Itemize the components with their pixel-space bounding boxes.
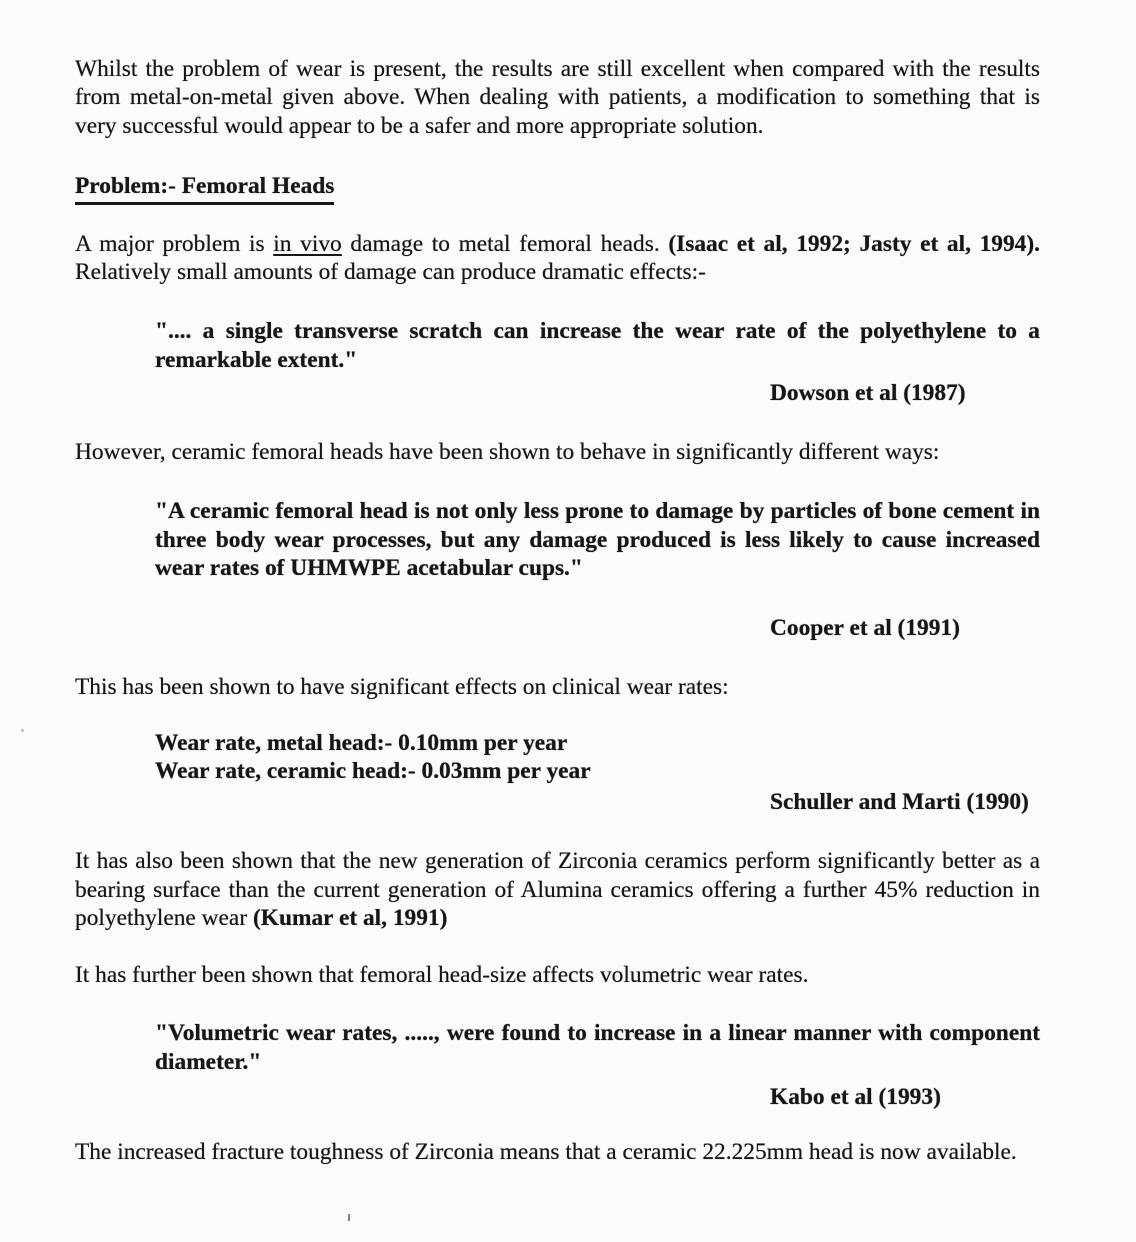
paragraph-zirconia-generation <box>75 847 1040 932</box>
paragraph-intro: Whilst the problem of wear is present, the results are still excellent when compared with the results from metal-on-metal given above. When dealing with patients, a modification to something that is very successful would appear to be a safer and more appropriate solution. <box>75 56 1040 139</box>
text-run: damage to metal femoral heads. <box>341 230 669 257</box>
paragraph-clinical-wear-rates: This has been shown to have significant effects on clinical wear rates: <box>75 673 729 700</box>
text-run: It has also been shown that the new generation of Zirconia ceramics perform significantly better as a bearing surface than the current generation of Alumina ceramics offering a further 45% reduction in polyethylene wear <box>75 848 1040 932</box>
heading-problem-femoral-heads <box>75 172 1040 204</box>
wear-rate-metal-head: Wear rate, metal head:- 0.10mm per year <box>155 730 568 757</box>
quote-scratch-wear-rate: ".... a single transverse scratch can increase the wear rate of the polyethylene to a remarkable extent." <box>155 318 1040 374</box>
document-content <box>75 55 1040 1166</box>
paragraph-however-ceramic: However, ceramic femoral heads have been shown to behave in significantly different ways: <box>75 439 940 466</box>
wear-rate-ceramic-head: Wear rate, ceramic head:- 0.03mm per year <box>155 758 591 785</box>
heading-text: Problem:- Femoral Heads <box>75 172 334 204</box>
in-vivo-underlined-text: in vivo <box>273 230 342 257</box>
paragraph-major-problem <box>75 230 1040 287</box>
attribution-kabo: Kabo et al (1993) <box>770 1084 941 1111</box>
wear-rate-list <box>155 729 1040 786</box>
paragraph-head-size: It has further been shown that femoral head-size affects volumetric wear rates. <box>75 962 809 989</box>
citation-isaac-jasty: (Isaac et al, 1992; Jasty et al, 1994). <box>668 230 1040 257</box>
attribution-cooper: Cooper et al (1991) <box>770 615 960 642</box>
scan-speck <box>21 729 24 732</box>
quote-ceramic-femoral-head: "A ceramic femoral head is not only less prone to damage by particles of bone cement in three body wear processes, but any damage produced is less likely to cause increased wear rates of UHMWPE acetabular cups." <box>155 497 1040 582</box>
quote-volumetric-wear-rates: "Volumetric wear rates, ....., were found to increase in a linear manner with component diameter." <box>155 1019 1040 1075</box>
citation-kumar: (Kumar et al, 1991) <box>252 905 448 932</box>
attribution-schuller-marti: Schuller and Marti (1990) <box>770 788 1029 815</box>
attribution-dowson: Dowson et al (1987) <box>770 380 966 407</box>
scan-speck <box>348 1214 350 1221</box>
text-run: A major problem is <box>75 230 274 257</box>
text-run: Relatively small amounts of damage can produce dramatic effects:- <box>75 259 706 286</box>
paragraph-fracture-toughness: The increased fracture toughness of Zirconia means that a ceramic 22.225mm head is now available. <box>75 1138 1017 1165</box>
